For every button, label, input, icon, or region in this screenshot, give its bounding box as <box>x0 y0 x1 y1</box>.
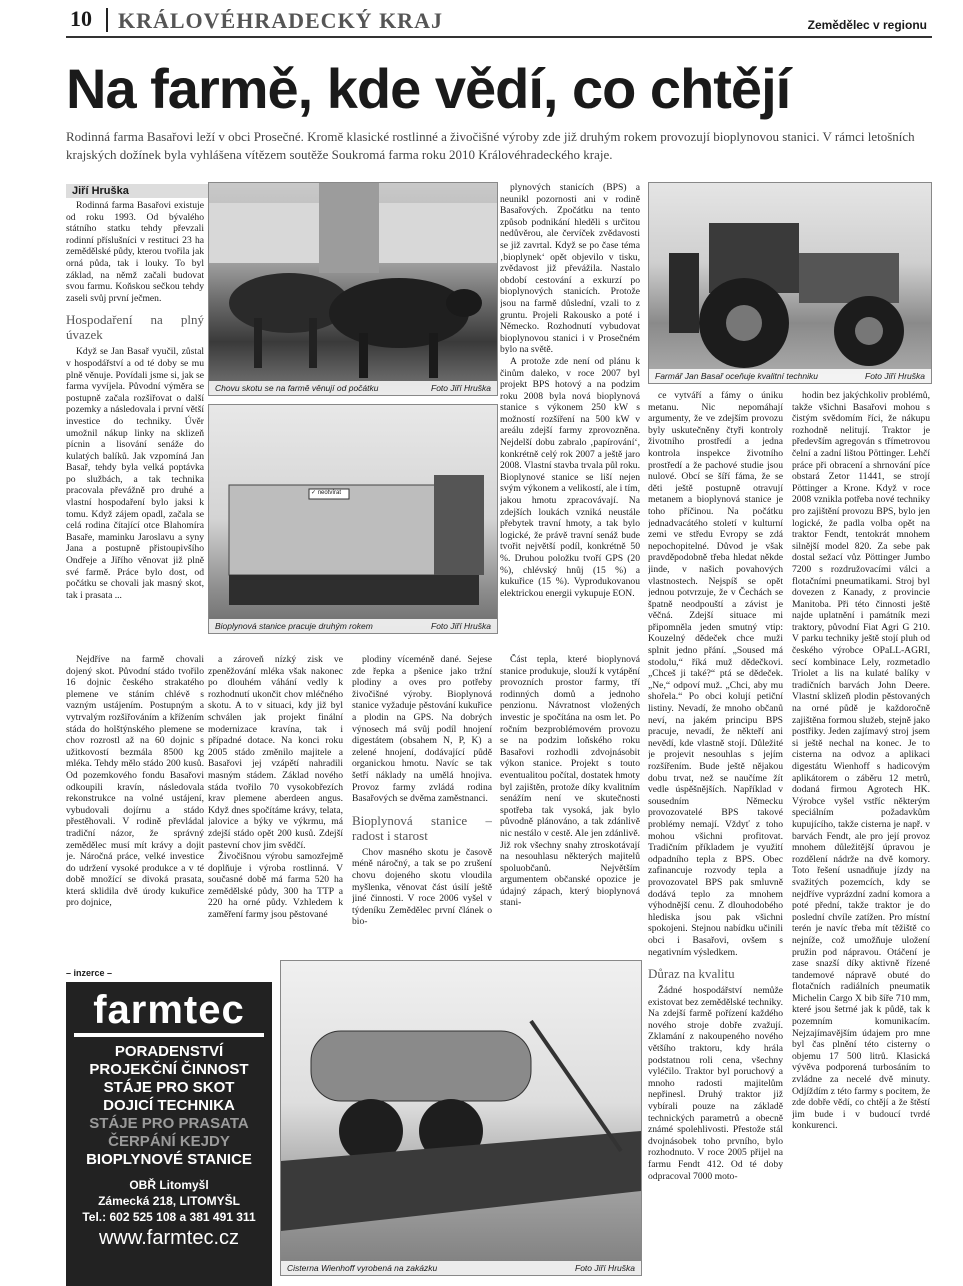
photo-caption <box>649 369 931 383</box>
paragraph: Chov masného skotu je časově méně náročný, a tak se po zrušení chovu dojeného skotu vloudila myšlenka, věnovat část úsilí ještě jiné činnosti. V roce 2006 vyšel v týdeníku Zemědělec první článek o bio- <box>352 846 492 928</box>
caption-text: Farmář Jan Basař oceňuje kvalitní techniku <box>655 371 818 381</box>
photo-biogas-station <box>208 404 498 634</box>
ad-service: STÁJE PRO PRASATA <box>89 1115 249 1132</box>
subheading: Hospodaření na plný úvazek <box>66 312 204 343</box>
paragraph: hodin bez jakýchkoliv problémů, takže všichni Basařovi mohou s čistým svědomím říci, že nákupu rozhodně nelitují. Traktor je především agregován s třímetrovou čelní a zadní lištou Pöttinger. Lehčí práce při obracení a shrnování píce obstará Zetor 11441, se strojí Pöttinger a Krone. Když v roce 2008 vznikla potřeba nové techniky pro zajištění provozu BPS, bylo jen logické, že padla volba opět na traktor Fendt, tentokrát mnohem silnější model 820. Za sebe pak dostal sežací vůz Pöttinger Jumbo 7200 s rozdružovacími válci a flotačními pneumatikami. Stroj byl dovezen z Kanady, z provincie Manitoba. Při této činnosti ještě najde uplatnění i památník mezi traktory, původní Fiat Agri G 210. V parku techniky ještě stojí pluh od českého výrobce OPaLL-AGRI, secí kombinace Lely, rozmetadlo Triolet a lis na kulaté balíky v tradičních barvách John Deere. Vlastní sklizeň plodin pěstovaných na orné půdě je každoročně zajištěna formou služeb, stejně jako postřiky. Jeden zajímavý stroj jsem si ještě nechal na konec. Je to cisterna na odvoz a aplikaci digestátu Wienhoff s hadicovým aplikátorem o záběru 12 metrů, dodaná firmou Agrotech HK. Výrobce vyšel vstříc některým speciálním požadavkům kupujícího, takže cisterna je např. v barvách Fendt, ale pro její provoz mnohem důležitější úpravou je rozdělení nádrže na dvě komory. Toto řešení usnadňuje jízdy na svažitých pozemcích, kdy se nejdříve vyprázdní zadní komora a poté přední, takže traktor je do poslední chvíle zatížen. Pro místní terén je navíc třeba mít těžiště co nejníže, což umožňuje uložení pružin pod nápravou. Otáčení je zase snazší díky aktivně řízené tandemové nápravě obuté do flotačních radiálních pneumatik Michelin Cargo X bib šíře 710 mm, které jsou šetrné jak k půdě, tak k pozemním komunikacím. Nejzajímavějším údajem pro mne byl čas plnění této cisterny o objemu 17 500 litrů. Klasická vývěva podporená turbosáním to zvládne za necelé dvě minuty. Odjíždím z této farmy s pocitem, že zde dobře vědí, co chtějí a že štěstí jim bude i v budoucí tvrdé konkurenci. <box>792 390 930 1132</box>
ad-phone: Tel.: 602 525 108 a 381 491 311 <box>82 1210 256 1224</box>
ad-service: STÁJE PRO SKOT <box>103 1079 235 1096</box>
photo-caption <box>281 1261 641 1275</box>
ad-website[interactable]: www.farmtec.cz <box>98 1227 240 1249</box>
author-byline: Jiří Hruška <box>66 184 212 198</box>
paragraph: plynových stanicích (BPS) a neunikl pozornosti ani v rodině Basařových. Zpočátku na tento způsob podnikání hleděli s určitou nedůvěrou, ale červíček zvědavosti se již zavrtal. Když se po čase téma ‚bioplynek‘ opět objevilo v tisku, zvědavost již převážila. Nastalo období cestování a exkurzí po bioplynových stanicích. Protože jsou na farmě důslední, vzali to z gruntu. Projeli Rakousko a poté i Německo. Rozhodnutí vybudovat bioplynovou stanici i v Prosečném bylo na světě. <box>500 182 640 356</box>
region-heading: KRÁLOVÉHRADECKÝ KRAJ <box>118 8 443 33</box>
photo-tank <box>280 960 642 1276</box>
photo-credit: Foto Jiří Hruška <box>865 371 925 381</box>
paragraph: A protože zde není od plánu k činům daleko, v roce 2007 byl projekt BPS hotový a na podzim roku 2008 byla nová bioplynová stanice s výkonem 250 kW s možností rozšíření na 500 kW v areálu zdejší farmy zprovozněna. Nejdelší dobu zabralo ‚papírování‘, konkrétně celý rok 2007 a ještě jaro 2008. Vlastní stavba trvala půl roku. Bioplynové stanice se liší nejen svým výkonem a velikostí, ale i tím, jakou hmotu zpracovávají. Na zdejších loukách vzniká neustále přebytek travní hmoty, a tak bylo logické, že právě travní senáž bude tvořit největší podíl, konkrétně 50 %. Druhou položku tvoří GPS (20 %), chlévský hnůj (15 %) a kukuřice (15 %). Vyprodukovanou elektrickou energii vykupuje EON. <box>500 355 640 599</box>
column-1-top <box>66 200 204 648</box>
logo-rule <box>74 1033 264 1037</box>
column-5 <box>648 390 783 1270</box>
ad-address: Zámecká 218, LITOMYŠL <box>98 1194 240 1208</box>
ad-service: BIOPLYNOVÉ STANICE <box>86 1151 252 1168</box>
subheading: Bioplynová stanice – radost i starost <box>352 812 492 843</box>
column-2 <box>208 654 343 954</box>
paragraph: plodiny víceméně dané. Sejese zde řepka a pšenice jako tržní plodiny a oves pro potřeby živočišné výroby. Bioplynová stanice vyžaduje pěstování kukuřice a plodin na GPS. Na dobrých výnosech má svůj podíl hnojení digestátem (obsahem N, P, K) a zelené hnojení, dodávající půdě organickou hmotu. Navíc se tak šetří náklady na umělá hnojiva. Provoz farmy zvládá rodina Basařových se dvěma zaměstnanci. <box>352 654 492 805</box>
ad-company: OBŘ Litomyšl <box>129 1178 209 1192</box>
ad-label: – inzerce – <box>66 968 113 978</box>
section-name: Zemědělec v regionu <box>807 18 927 32</box>
paragraph: Část tepla, které bioplynová stanice produkuje, slouží k vytápění provozních prostor farmy, tří rodinných domů a jednoho penzionu. Návratnost vložených investic je spočítána na osm let. Po ročním bezproblémovém provozu se na podzim loňského roku Basařovi rozhodli zdvojnásobit výkon stanice. Projekt s touto eventualitou počítal, dostatek hmoty byl zajištěn, protože díky kvalitním senážím není ve skutečnosti spotřeba tak vysoká, jak bylo původně plánováno, a tak zdánlivě nic nestálo v cestě. Ale jen zdánlivě. Již rok všechny snahy ztroskotávají na nesouhlasu některých majitelů spoluobčanů. Největším argumentem občanské opozice je údajný zápach, který bioplynová stani- <box>500 654 640 909</box>
ad-box <box>66 982 272 1286</box>
station-sign: ✓ neotvírat <box>311 490 342 496</box>
tractor-illustration <box>649 183 931 383</box>
photo-credit: Foto Jiří Hruška <box>431 383 491 393</box>
ad-service: PORADENSTVÍ <box>114 1043 224 1060</box>
cows-illustration <box>209 183 497 395</box>
photo-credit: Foto Jiří Hruška <box>431 621 491 631</box>
ad-service: PROJEKČNÍ ČINNOST <box>89 1061 249 1078</box>
column-1-bottom <box>66 654 204 954</box>
column-3-bottom <box>352 654 492 954</box>
paragraph: Žádné hospodářství nemůže existovat bez zemědělské techniky. Na zdejší farmě pořízení každého nového stroje dobře zvažují. Zklamání z nakoupeného nového většího traktoru, kdy hrála podstatnou roli cena, všechny vyléčilo. Traktor byl poruchový a mnoho radosti majitelům nepřinesl. Druhý traktor již vybírali pouze na základě technických parametrů a obecně známé spolehlivosti. Přestože stál dvojnásobek toho prvního, bylo rozhodnuto. V roce 2005 přijel na farmu Fendt 412. Od té doby odpracoval 7000 moto- <box>648 985 783 1182</box>
photo-credit: Foto Jiří Hruška <box>575 1263 635 1273</box>
biogas-illustration <box>209 405 497 633</box>
paragraph: Živočišnou výrobu samozřejmě doplňuje i výroba rostlinná. V současné době má farma 520 ha zemědělské půdy, 300 ha TTP a 220 ha orné půdy. Vzhledem k zaměření farmy jsou pěstované <box>208 851 343 921</box>
photo-tractor <box>648 182 932 384</box>
ad-service: DOJICÍ TECHNIKA <box>103 1097 235 1114</box>
column-4 <box>500 654 640 954</box>
paragraph: Když se Jan Basař vyučil, zůstal v hospodářství a od té doby se mu plně věnuje. Povídali jsme si, jak se farma vyvíjela. Původní výměra se postupně začala rozšiřovat o další pozemky a následovala i první větší investice do techniky. Úvěr umožnil nákup linky na sklizeň pícnin a lisování senáže do kulatých balíků. Jak vzpomíná Jan Basař, tehdy byla velká poptávka po službách, a tak technika pracovala převážně pro druhé a vlastní hospodaření bylo jaksi k tomu. Když zájem opadl, začala se celá rodina čítající otce Blahomíra Basaře, maminku Jaroslavu a syny Jana a postupně přistoupivšího Ondřeje a Jiřího věnovat již plně své farmě. Práce bylo dost, od počátku se chovali jak masný skot, tak i prasata ... <box>66 346 204 601</box>
article-lead: Rodinná farma Basařovi leží v obci Prosečné. Kromě klasické rostlinné a živočišné výroby zde již druhým rokem provozují bioplynovou stanici. V rámci letošních krajských dožínek byla vyhlášena vítězem soutěže Soukromá farma roku 2010 Královéhradeckého kraje. <box>66 129 915 162</box>
subheading: Důraz na kvalitu <box>648 966 735 982</box>
ad-service: ČERPÁNÍ KEJDY <box>108 1133 230 1150</box>
farmtec-logo: farmtec <box>93 988 245 1032</box>
photo-caption <box>209 381 497 395</box>
caption-text: Chovu skotu se na farmě věnují od počátku <box>215 383 379 393</box>
photo-cows <box>208 182 498 396</box>
caption-text: Cisterna Wienhoff vyrobená na zakázku <box>287 1263 438 1273</box>
header-rule <box>66 36 932 38</box>
header-divider <box>106 8 108 32</box>
column-6 <box>792 390 930 1270</box>
paragraph: Rodinná farma Basařovi existuje od roku 1993. Od bývalého státního statku tehdy převzali rodinní příslušníci v restituci 23 ha zemědělské půdy, kterou tvořila jak orná půda, tak i louky. To byl základ, na němž začali budovat svou farmu. Koňskou sečkou tehdy zaseli svůj první ječmen. <box>66 200 204 304</box>
column-3-top <box>500 182 640 648</box>
advertisement <box>66 968 272 1286</box>
paragraph: Nejdříve na farmě chovali dojený skot. Původní stádo tvořilo 16 dojnic českého strakatého plemene ve stáním chlévě s vazným ustájením. Postupným a vytrvalým rozšiřováním a křížením stáda do holštýnského plemene se chov rozrostl až na 60 dojnic s užitkovostí bezmála 8500 kg mléka. Tehdy mělo stádo 200 kusů. Od pozemkového fondu Basařovi odkoupili kravín, následovala rekonstrukce na volné ustájení, vybudovali dojírnu a stádo přestěhovali. V rodině převládal tradiční názor, že správný zemědělec musí mít krávy a dojit je. Náročná práce, velké investice do udržení vysoké produkce a v té době množící se divoká prasata, která sklidila dvě úrody kukuřice pro dojnice, <box>66 654 204 909</box>
caption-text: Bioplynová stanice pracuje druhým rokem <box>215 621 373 631</box>
article-title: Na farmě, kde vědí, co chtějí <box>66 57 791 120</box>
paragraph: ce vytváří a fámy o úniku metanu. Nic nepomáhají argumenty, že ve zdejším provozu byly uskutečněny čtyři kontroly životního prostředí a jedna kontrola inspekce životního prostředí a že pachové studie jsou nulové. Obcí se šíří fáma, že se děti ještě postupně otravují metanem a bioplynová stanice je toho příčinou. Na počátku jednadvacátého století v kulturní zemi ve středu Evropy se zdá nepochopitelné. Důvod je však pravděpodobně třeba hledat někde jinde, v našich povahových vlastnostech. Nejspíš se opět jednou potvrzuje, že v Čechách se špatně neodpouští a závist je věčná. Zdejší situace mi připomněla jeden smutný vtip: Kouzelný dědeček chce muži splnit jedno přání. „Soused má stodolu,“ říká muž dědečkovi. „Chceš ji také?“ ptá se dědeček. „Ne,“ odpoví muž. „Chci, aby mu shořela.“ Po obci kolují petiční listiny. Nevadí, že mnoho občanů neví, na jakém principu BPS pracuje, nevadí, že někteří ani nevědí, kde vlastně stojí. Důležité je projevit nesouhlas s jejím rozšířením. Bude ještě nějakou dobu trvat, než se naučíme žít vedle úspěšnějších. Například v sousedním Německu provozovatelé BPS takové problémy nemají. Vždyť z toho mohou všichni profitovat. Tradičním příkladem je využití odpadního tepla z BPS. Obec zafinancuje rozvody tepla a provozovatel BPS pak smluvně dodává teplo za mnohem výhodnější cenu. Z dlouhodobého hlediska jsou pak všichni spokojeni. Stejnou nabídku učinili obci i Basařovi, ovšem s negativním výsledkem. <box>648 390 783 958</box>
page-number: 10 <box>70 6 92 31</box>
photo-caption <box>209 619 497 633</box>
paragraph: a zároveň nízký zisk ve zpeněžování mléka však nakonec po dlouhém váhání vedly k rozhodnutí ukončit chov mléčného skotu. A to v situaci, kdy již byl schválen jak projekt finální modernizace kravína, tak i případné dotace. Na konci roku 2005 stádo změnilo majitele a Basařovi jej vzápětí nahradili masným stádem. Základ nového stáda tvořilo 70 vysokobřezích krav plemene aberdeen angus. Když dnes spočítáme krávy, telata, jalovice a býky ve výkrmu, má zdejší stádo opět 200 kusů. Zdejší pastevní chov jim svědčí. <box>208 654 343 851</box>
tank-illustration <box>281 961 641 1275</box>
